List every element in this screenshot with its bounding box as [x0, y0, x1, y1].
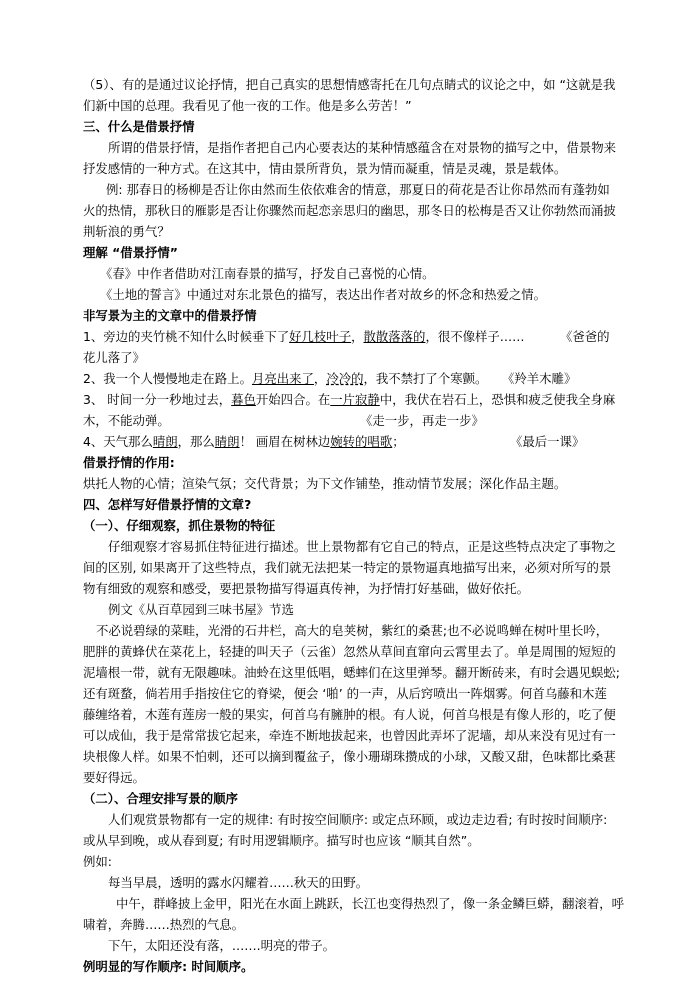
example-line — [83, 391, 696, 408]
quote-line: 还有斑蝥，倘若用手指按住它的脊梁，便会 ‘啪’ 的一声，从后窍喷出一阵烟雾。何首乌藤和木莲 — [83, 686, 607, 701]
example-text: 3、 时间一分一秒地过去， — [83, 392, 232, 407]
example-source: 《走一步，再走一步》 — [360, 413, 484, 428]
example-text: 2、我一个人慢慢地走在路上。 — [83, 371, 252, 386]
example-text: 开始四合。在 — [255, 392, 331, 407]
underlined-phrase: 散散落落的 — [363, 329, 426, 344]
quote-line: 要好得远。 — [83, 770, 145, 785]
example-text: ， — [313, 371, 327, 386]
example-line: 中午，群峰披上金甲，阳光在水面上跳跃，长江也变得热烈了，像一条金鳞巨蟒，翻滚着，呼 — [116, 896, 625, 911]
quote-line: 藤缠络着，木莲有莲房一般的果实，何首乌有臃肿的根。有人说，何首乌根是有像人形的，吃了便 — [83, 707, 616, 722]
example-text: 中，我伏在岩石上，恐惧和疲乏使我全身麻 — [379, 392, 616, 407]
paragraph-line: 《春》中作者借助对江南春景的描写，抒发自己喜悦的心情。 — [100, 266, 435, 281]
quote-line: 肥胖的黄蜂伏在菜花上，轻捷的叫天子（云雀）忽然从草间直窜向云霄里去了。单是周围的短短的 — [83, 644, 616, 659]
example-text: 1、旁边的夹竹桃不知什么时候垂下了 — [83, 329, 290, 344]
paragraph-line: 烘托人物的心情；渲染气氛；交代背景；为下文作铺垫，推动情节发展；深化作品主题。 — [83, 476, 567, 491]
paragraph-line: 例: 那春日的杨柳是否让你由然而生依依难舍的情意，那夏日的荷花是否让你昂然而有蓬勃如 — [106, 182, 610, 197]
subsection-heading: 非写景为主的文章中的借景抒情 — [83, 308, 257, 323]
example-text: ，很不像样子…… — [425, 329, 525, 344]
example-line: 木，不能动弹。 — [83, 413, 170, 428]
example-text: ，那么 — [177, 434, 215, 449]
example-source: 《羚羊木雕》 — [502, 371, 577, 386]
subsection-heading: （一）、仔细观察，抓住景物的特征 — [83, 518, 276, 533]
example-line: 啸着，奔腾……热烈的气息。 — [83, 917, 245, 932]
paragraph-line: 仔细观察才容易抓住特征进行描述。世上景物都有它自己的特点，正是这些特点决定了事物之 — [108, 539, 617, 554]
paragraph-line: 们新中国的总理。我看见了他一夜的工作。他是多么劳苦！” — [83, 98, 412, 113]
paragraph-line: 荆斩浪的勇气？ — [83, 224, 170, 239]
example-text: ，我不禁打了个寒颤。 — [363, 371, 488, 386]
subsection-heading: （二）、合理安排写景的顺序 — [83, 791, 238, 806]
example-source: 《爸爸的 — [560, 329, 610, 344]
underlined-phrase: 晴朗 — [152, 434, 178, 449]
example-text: ！ 画眉在树林边 — [239, 434, 331, 449]
underlined-phrase: 睛朗 — [214, 434, 240, 449]
section-heading: 三、什么是借景抒情 — [83, 119, 195, 134]
subsection-heading: 例明显的写作顺序: 时间顺序。 — [83, 959, 254, 974]
paragraph-line: 例文《从百草园到三味书屋》节选 — [108, 602, 294, 617]
example-line: 花儿落了》 — [83, 350, 145, 365]
example-line: 每当早晨，透明的露水闪耀着……秋天的田野。 — [108, 875, 369, 890]
underlined-phrase: 冷冷的 — [326, 371, 364, 386]
subsection-heading: 借景抒情的作用: — [83, 455, 175, 470]
paragraph-line: 《土地的誓言》中通过对东北景色的描写，表达出作者对故乡的怀念和热爱之情。 — [100, 287, 547, 302]
paragraph-line: 或从早到晚，或从春到夏; 有时用逻辑顺序。描写时也应该 “顺其自然”。 — [83, 833, 480, 848]
underlined-phrase: 月亮出来了 — [251, 371, 314, 386]
underlined-phrase: 一片寂静 — [330, 392, 380, 407]
section-heading: 四、怎样写好借景抒情的文章? — [83, 497, 252, 512]
paragraph-line: 所谓的借景抒情，是指作者把自己内心要表达的某种情感蕴含在对景物的描写之中，借景物来 — [108, 140, 617, 155]
paragraph-line: （5）、有的是通过议论抒情，把自己真实的思想情感寄托在几句点睛式的议论之中，如 “这就是我 — [83, 77, 616, 92]
subsection-heading: 理解 “借景抒情” — [83, 245, 178, 260]
quote-line: 不必说碧绿的菜畦，光滑的石井栏，高大的皂荚树，紫红的桑葚;也不必说鸣蝉在树叶里长吟， — [96, 623, 609, 638]
paragraph-line: 抒发感情的一种方式。在这其中，情由景所背负，景为情而凝重，情是灵魂，景是载体。 — [83, 161, 567, 176]
paragraph-line: 人们观赏景物都有一定的规律: 有时按空间顺序: 或定点环顾，或边走边看; 有时按时间顺序: — [108, 812, 608, 827]
example-source: 《最后一课》 — [510, 434, 585, 449]
example-line: 下午，太阳还没有落，…….明亮的带子。 — [108, 938, 335, 953]
example-text: 4、天气那么 — [83, 434, 153, 449]
paragraph-line: 例如: — [83, 854, 112, 869]
underlined-phrase: 婉转的唱歌 — [330, 434, 393, 449]
underlined-phrase: 暮色 — [231, 392, 256, 407]
underlined-phrase: 好几枝叶子 — [289, 329, 352, 344]
example-text: ； — [392, 434, 405, 449]
paragraph-line: 间的区别, 如果离开了这些特点，我们就无法把某一特定的景物逼真地描写出来，必须对所写的景 — [83, 560, 612, 575]
paragraph-line: 火的热情，那秋日的雁影是否让你骤然而起恋亲思归的幽思，那冬日的松梅是否又让你勃然而涌披 — [83, 203, 616, 218]
quote-line: 可以成仙，我于是常常拔它起来，牵连不断地拔起来，也曾因此弄坏了泥墙，却从来没有见过有一 — [83, 728, 616, 743]
example-text: ， — [351, 329, 364, 344]
quote-line: 块根像人样。如果不怕刺，还可以摘到覆盆子，像小珊瑚珠攒成的小球，又酸又甜，色味都比桑葚 — [83, 749, 616, 764]
paragraph-line: 物有细致的观察和感受，要把景物描写得逼真传神，为抒情打好基础，做好依托。 — [83, 581, 530, 596]
quote-line: 泥墙根一带，就有无限趣味。油蛉在这里低唱，蟋蟀们在这里弹琴。翻开断砖来，有时会遇见蜈蚣; — [83, 665, 620, 680]
